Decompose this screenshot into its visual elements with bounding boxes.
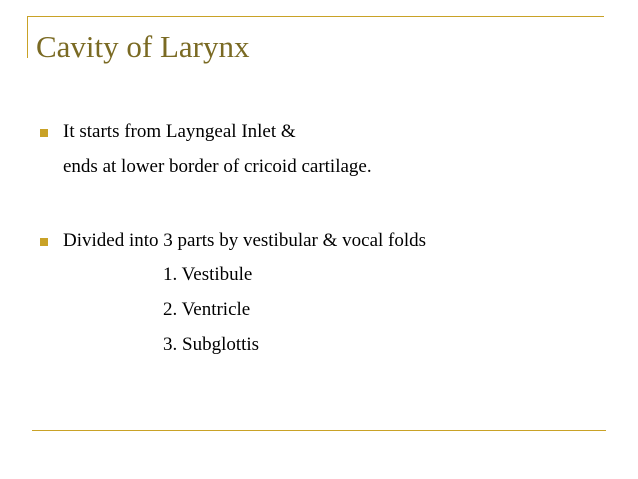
square-bullet-icon <box>40 238 48 246</box>
frame-left-rule <box>27 16 28 58</box>
sub-item-vestibule: 1. Vestibule <box>163 264 253 285</box>
bullet-2-line-1: Divided into 3 parts by vestibular & vocal folds <box>63 230 427 251</box>
bullet-1-line-2: ends at lower border of cricoid cartilage. <box>63 156 372 177</box>
frame-top-rule <box>27 16 604 17</box>
sub-item-ventricle: 2. Ventricle <box>163 299 251 320</box>
square-bullet-icon <box>40 129 48 137</box>
slide-title: Cavity of Larynx <box>36 29 250 64</box>
sub-item-subglottis: 3. Subglottis <box>163 334 260 355</box>
bullet-1-line-1: It starts from Layngeal Inlet & <box>63 121 296 142</box>
frame-bottom-rule <box>32 430 606 431</box>
